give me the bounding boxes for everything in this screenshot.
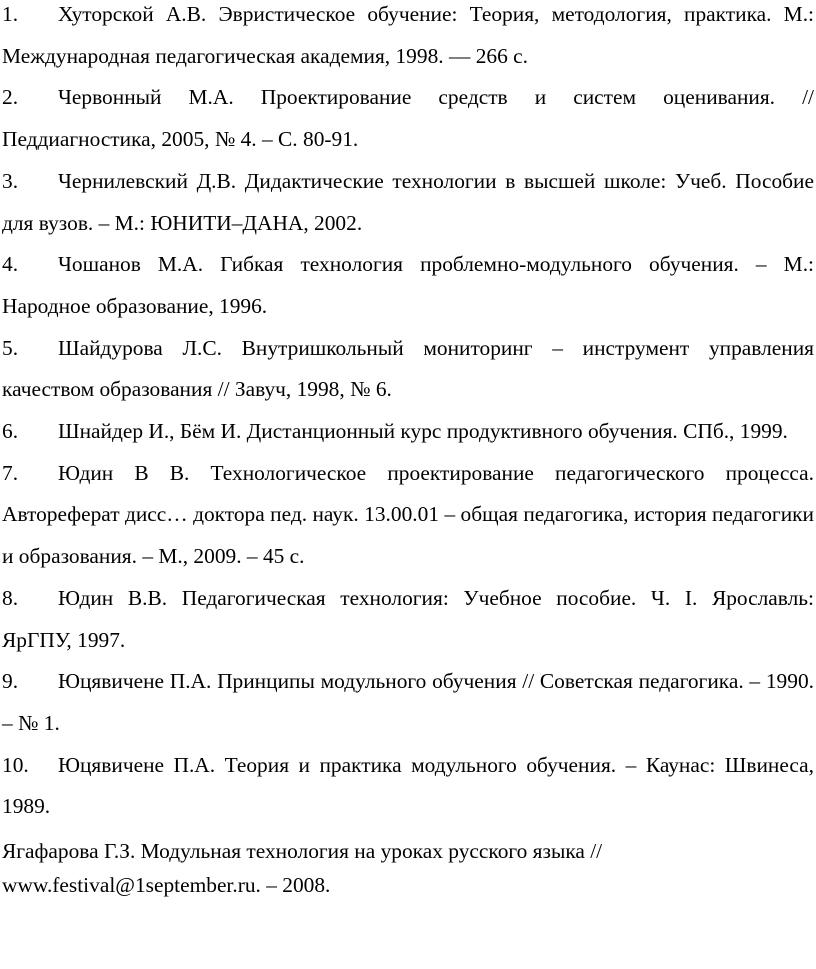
reference-item [2,411,814,453]
reference-item [2,161,814,244]
reference-item [2,244,814,327]
reference-item [2,578,814,661]
reference-number: 2. [2,85,19,110]
trailing-reference [2,834,814,902]
reference-number: 9. [2,669,19,694]
reference-text: Чошанов М.А. Гибкая технология проблемно-модульного обучения. – М.: Народное образование, 1996. [2,252,814,318]
reference-number: 6. [2,419,19,444]
reference-text: Чернилевский Д.В. Дидактические технологии в высшей школе: Учеб. Пособие для вузов. – М.: ЮНИТИ–ДАНА, 2002. [2,168,814,235]
reference-number: 4. [2,252,19,277]
reference-number: 3. [2,168,19,193]
reference-text: Червонный М.А. Проектирование средств и систем оценивания. // Педдиагностика, 2005, № 4. – С. 80-91. [2,85,814,152]
reference-number: 5. [2,335,19,360]
reference-item [2,77,814,160]
reference-item [2,0,814,77]
reference-item [2,661,814,744]
reference-text: Шнайдер И., Бём И. Дистанционный курс продуктивного обучения. СПб., 1999. [58,419,788,444]
trailing-reference-line: www.festival@1september.ru. – 2008. [2,873,331,898]
reference-text: Хуторской А.В. Эвристическое обучение: Теория, методология, практика. М.: Международная педагогическая академия, 1998. — 266 с. [2,2,814,68]
reference-text: Юдин В В. Технологическое проектирование педагогического процесса. Автореферат дисс… доктора пед. наук. 13.00.01 – общая педагогика, история педагогики и образования. – М., 2009. – 45 с. [2,460,814,569]
reference-list [2,0,814,828]
reference-item [2,745,814,828]
reference-text: Шайдурова Л.С. Внутришкольный мониторинг – инструмент управления качеством образования // Завуч, 1998, № 6. [2,335,814,402]
trailing-reference-line: Ягафарова Г.З. Модульная технология на уроках русского языка // [2,839,603,864]
reference-text: Юцявичене П.А. Принципы модульного обучения // Советская педагогика. – 1990. – № 1. [2,669,814,735]
reference-number: 8. [2,585,19,610]
reference-text: Юцявичене П.А. Теория и практика модульного обучения. – Каунас: Швинеса, 1989. [2,752,814,819]
reference-item [2,328,814,411]
reference-number: 10. [2,752,29,777]
reference-number: 1. [2,2,19,26]
reference-item [2,453,814,578]
reference-text: Юдин В.В. Педагогическая технология: Учебное пособие. Ч. I. Ярославль: ЯрГПУ, 1997. [2,585,814,652]
reference-number: 7. [2,460,19,485]
